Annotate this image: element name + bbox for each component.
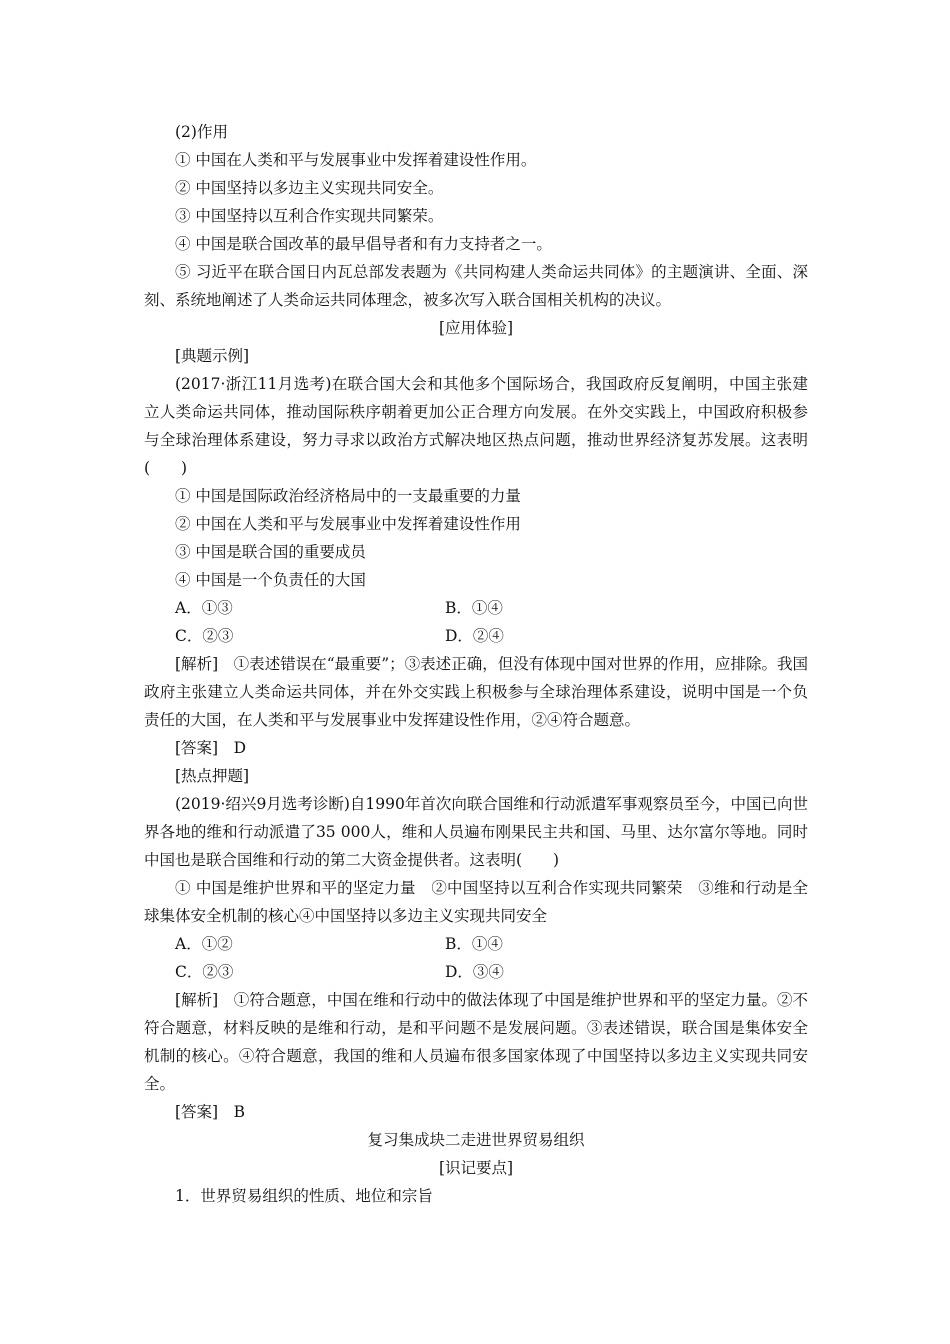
example-analysis: [解析] ①表述错误在“最重要”；③表述正确，但没有体现中国对世界的作用，应排除。我国政府主张建立人类命运共同体，并在外交实践上积极参与全球治理体系建设，说明中国是一个负责任的大国，在人类和平与发展事业中发挥建设性作用，②④符合题意。 [144,655,808,729]
hot-statements: ① 中国是维护世界和平的坚定力量 ②中国坚持以互利合作实现共同繁荣 ③维和行动是全球集体安全机制的核心④中国坚持以多边主义实现共同安全 [144,879,808,925]
role-item-3: ③ 中国坚持以互利合作实现共同繁荣。 [175,207,444,225]
role-item-1: ① 中国在人类和平与发展事业中发挥着建设性作用。 [175,151,537,169]
example-option-b: B．①④ [445,599,503,617]
hot-label: [热点押题] [175,767,250,785]
hot-question: (2019·绍兴9月选考诊断)自1990年首次向联合国维和行动派遣军事观察员至今，中国已向世界各地的维和行动派遣了35 000人，维和人员遍布刚果民主共和国、马里、达尔富尔等地。同时中国也是联合国维和行动的第二大资金提供者。这表明( ) [144,795,808,869]
example-statement-4: ④ 中国是一个负责任的大国 [175,571,366,589]
role-item-4: ④ 中国是联合国改革的最早倡导者和有力支持者之一。 [175,235,552,253]
example-label: [典题示例] [175,347,250,365]
role-item-2: ② 中国坚持以多边主义实现共同安全。 [175,179,444,197]
example-statement-3: ③ 中国是联合国的重要成员 [175,543,366,561]
module2-title: 复习集成块二走进世界贸易组织 [367,1131,585,1149]
role-item-5: ⑤ 习近平在联合国日内瓦总部发表题为《共同构建人类命运共同体》的主题演讲、全面、深刻、系统地阐述了人类命运共同体理念，被多次写入联合国相关机构的决议。 [144,263,808,309]
example-option-d: D．②④ [445,627,504,645]
hot-analysis: [解析] ①符合题意，中国在维和行动中的做法体现了中国是维护世界和平的坚定力量。②不符合题意，材料反映的是维和行动，是和平问题不是发展问题。③表述错误，联合国是集体安全机制的核心。④符合题意，我国的维和人员遍布很多国家体现了中国坚持以多边主义实现共同安全。 [144,991,808,1093]
hot-option-d: D．③④ [445,963,504,981]
example-option-a: A．①③ [175,599,233,617]
example-question: (2017·浙江11月选考)在联合国大会和其他多个国际场合，我国政府反复阐明，中国主张建立人类命运共同体，推动国际秩序朝着更加公正合理方向发展。在外交实践上，中国政府积极参与全球治理体系建设，努力寻求以政治方式解决地区热点问题，推动世界经济复苏发展。这表明( ) [144,375,808,477]
hot-option-c: C．②③ [175,963,234,981]
example-answer: [答案] D [175,739,247,757]
example-option-c: C．②③ [175,627,234,645]
hot-option-a: A．①② [175,935,233,953]
example-statement-1: ① 中国是国际政治经济格局中的一支最重要的力量 [175,487,521,505]
document-body [144,118,808,1210]
module2-item-1: 1．世界贸易组织的性质、地位和宗旨 [175,1187,433,1205]
hot-options-row-2 [144,958,808,986]
example-statement-2: ② 中国在人类和平与发展事业中发挥着建设性作用 [175,515,521,533]
section-heading: (2)作用 [175,123,228,141]
hot-answer: [答案] B [175,1103,245,1121]
application-title: [应用体验] [438,319,514,337]
example-options-row-1 [144,594,808,622]
module2-subtitle: [识记要点] [438,1159,514,1177]
example-options-row-2 [144,622,808,650]
hot-options-row-1 [144,930,808,958]
hot-option-b: B．①④ [445,935,503,953]
